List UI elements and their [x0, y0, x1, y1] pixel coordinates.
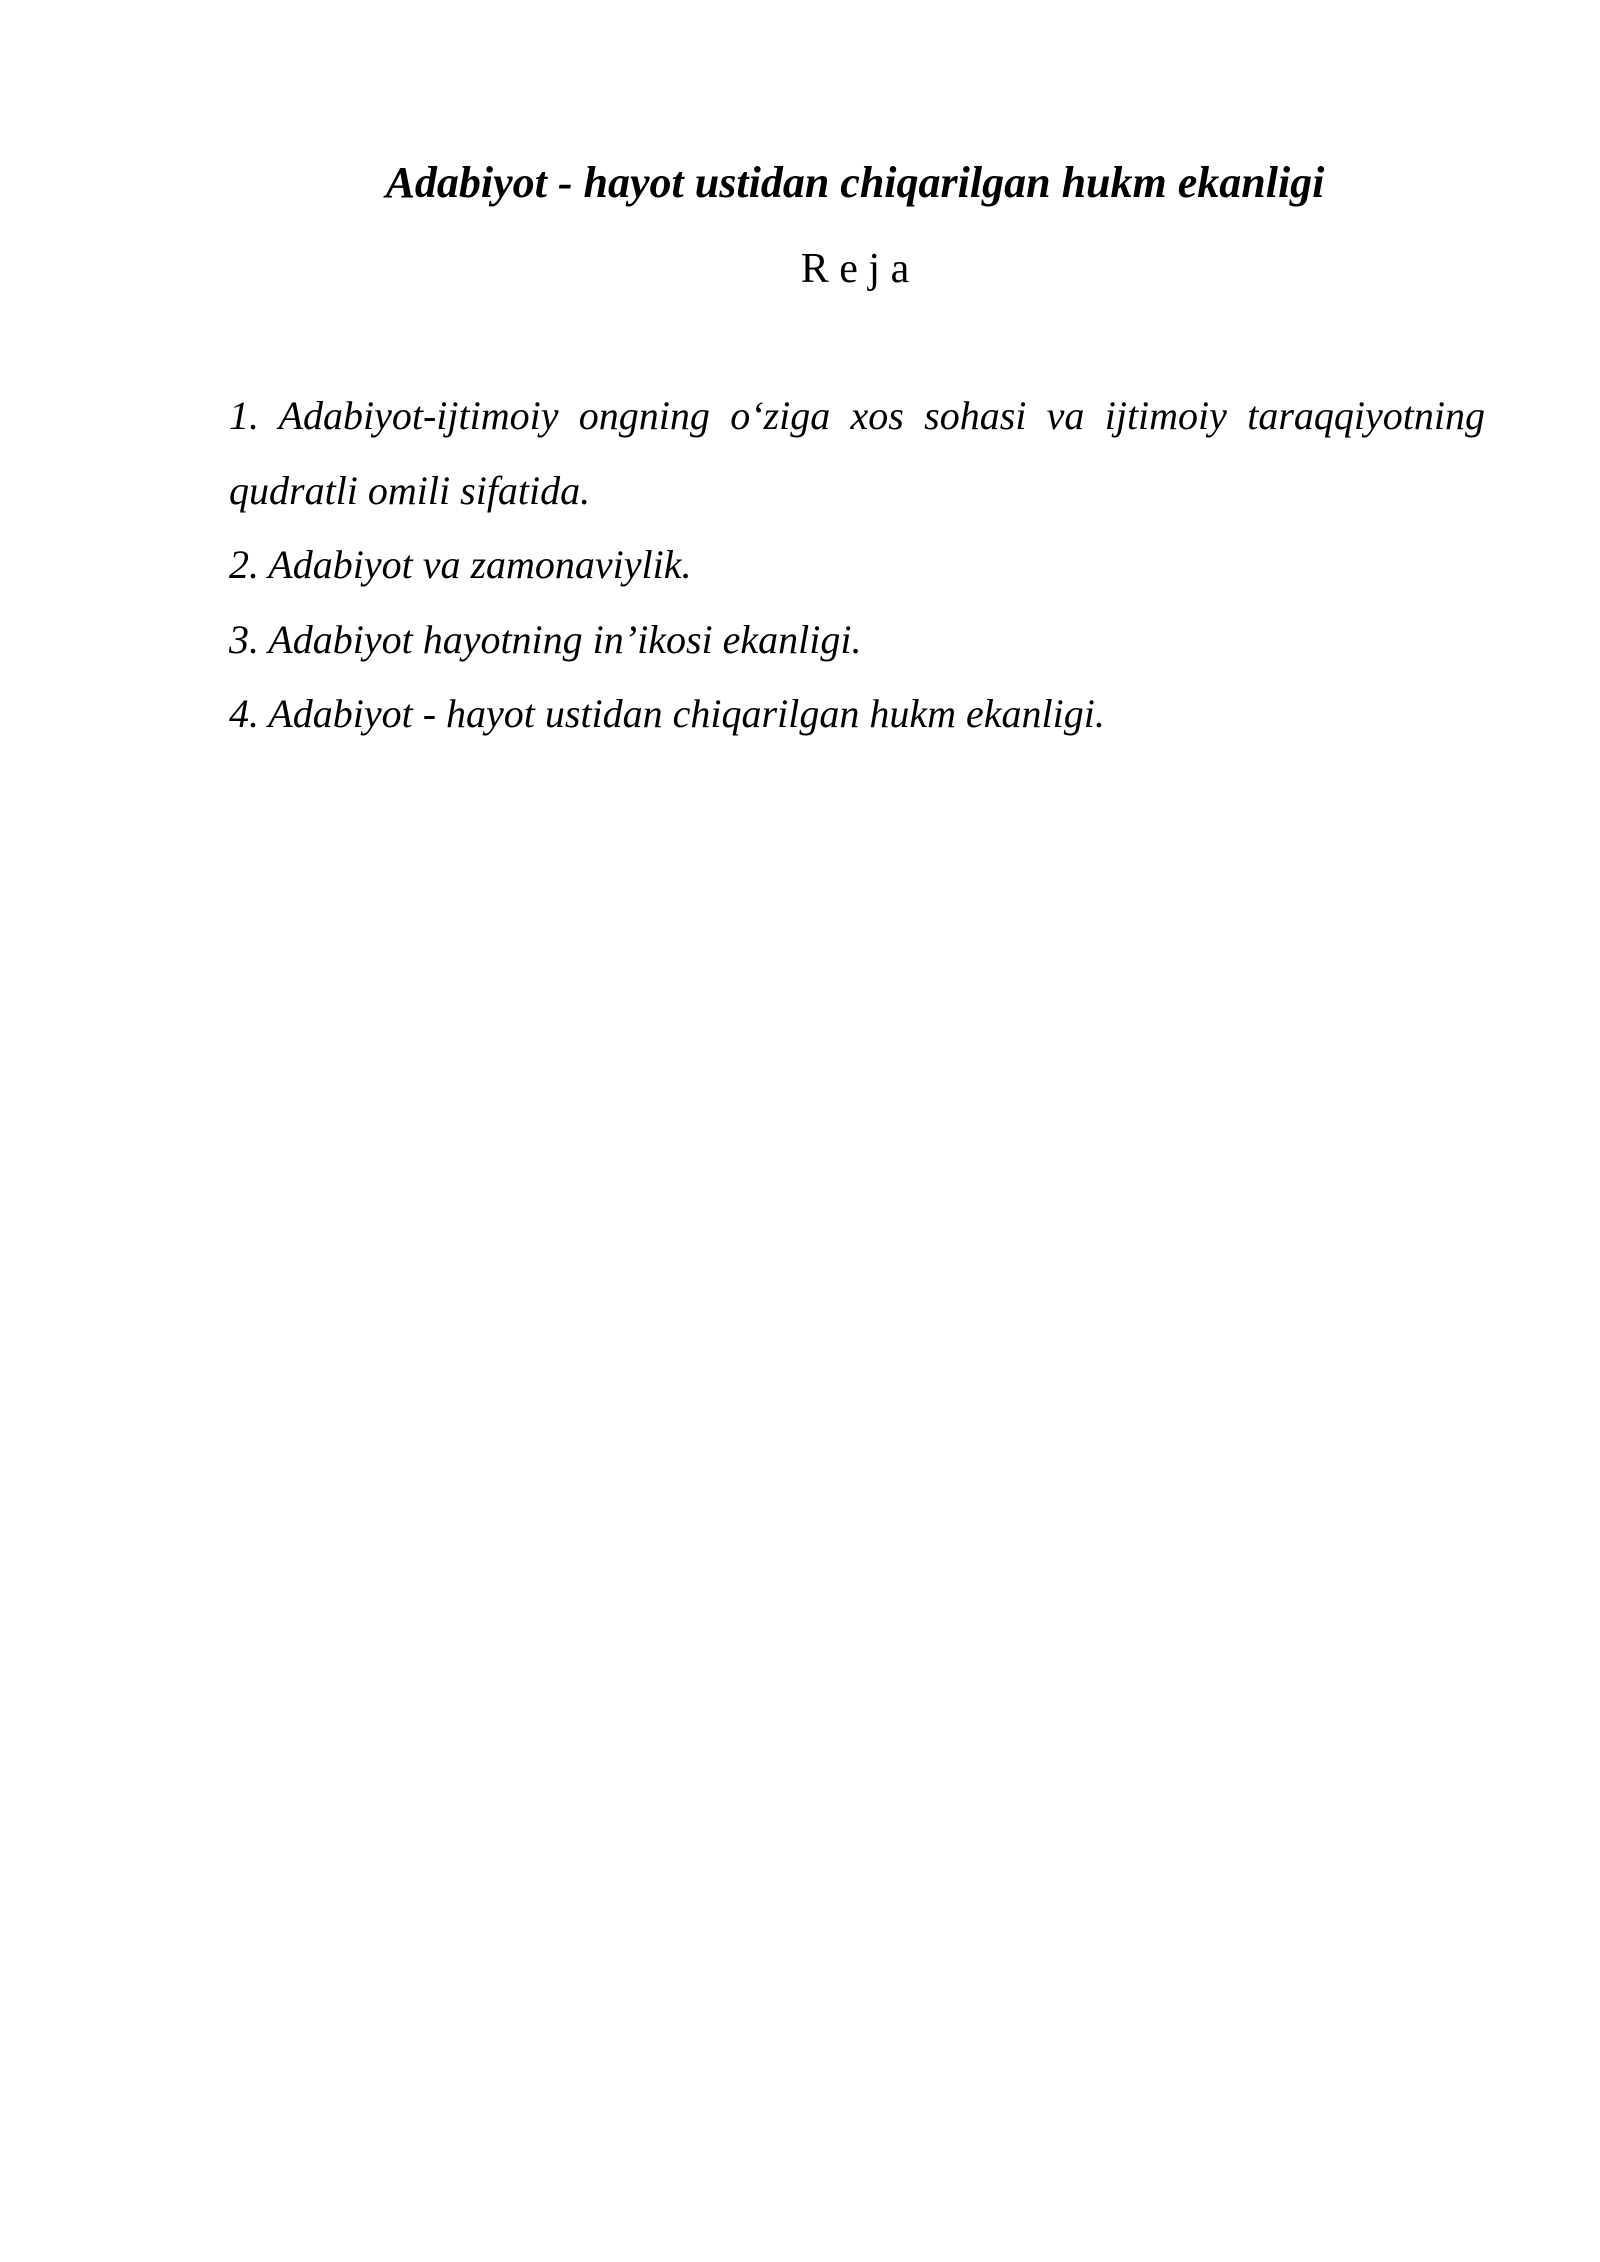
plan-list [229, 379, 1485, 752]
plan-heading: R e j a [800, 246, 910, 292]
plan-item-3: 3. Adabiyot hayotning in’ikosi ekanligi. [229, 616, 862, 662]
document-title: Adabiyot - hayot ustidan chiqarilgan hukm ekanligi [385, 158, 1325, 207]
plan-item-4: 4. Adabiyot - hayot ustidan chiqarilgan hukm ekanligi. [229, 691, 1105, 736]
plan-item-2: 2. Adabiyot va zamonaviylik. [229, 542, 692, 587]
plan-item-1: 1. Adabiyot-ijtimoiy ongning o‘ziga xos sohasi va ijtimoiy taraqqiyotning qudratli omili sifatida. [229, 393, 1485, 513]
